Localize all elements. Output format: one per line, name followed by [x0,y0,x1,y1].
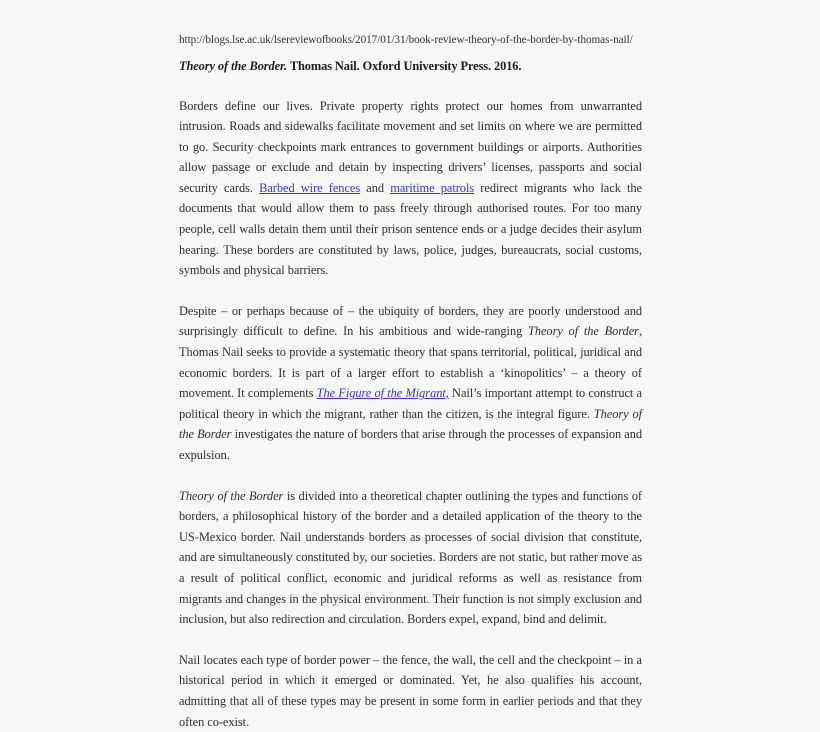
paragraph-3-italic-title-1: Theory of the Border [179,488,284,503]
link-maritime-patrols[interactable]: maritime patrols [390,180,475,195]
paragraph-3 [179,486,642,630]
link-barbed-wire-fences[interactable]: Barbed wire fences [259,180,361,195]
paragraph-2-text-part-3: Nail’s important attempt to construct a political theory in which the migrant, rather than the citizen, is the integral figure. [179,386,642,421]
book-publication-details: Thomas Nail. Oxford University Press. 2016. [287,58,522,73]
book-citation-line [179,58,642,74]
paragraph-2-italic-title-1: Theory of the Border [528,324,639,339]
paragraph-2 [179,301,642,466]
paragraph-1-text-part-2: and [360,180,391,195]
paragraph-1-text-part-3: redirect migrants who lack the documents that would allow them to pass freely through authorised routes. For too many people, cell walls detain them until their prison sentence ends or a judge decides their asylum hearing. These borders are constituted by laws, police, judges, bureaucrats, social customs, symbols and physical barriers. [179,180,643,278]
source-url: http://blogs.lse.ac.uk/lsereviewofbooks/2017/01/31/book-review-theory-of-the-border-by-thomas-nail/ [179,34,633,46]
paragraph-1 [179,96,642,281]
document-text-column [179,33,642,732]
paragraph-4-text: Nail locates each type of border power – the fence, the wall, the cell and the checkpoint – in a historical period in which it emerged or dominated. Yet, he also qualifies his account, admitting that all of these types may be present in some form in earlier periods and that they often co-exist. [179,652,642,729]
paragraph-2-text-part-4: investigates the nature of borders that arise through the processes of expansion and expulsion. [179,427,642,462]
paragraph-1-text-part-1: Borders define our lives. Private property rights protect our homes from unwarranted intrusion. Roads and sidewalks facilitate movement and set limits on where we are permitted to go. Security checkpoints mark entrances to government buildings or airports. Authorities allow passage or exclude and detain by inspecting drivers’ licenses, passports and social security cards. [179,98,642,195]
paragraph-3-text-part-1: is divided into a theoretical chapter outlining the types and functions of borders, a philosophical history of the border and a detailed application of the theory to the US-Mexico border. Nail understands borders as processes of social division that constitute, and are simultaneously constituted by, our societies. Borders are not static, but rather move as a result of political conflict, economic and juridical reforms as well as resistance from migrants and changes in the physical environment. Their function is not simply exclusion and inclusion, but also redirection and circulation. Borders expel, expand, bind and delimit. [179,488,642,627]
paragraph-2-text-part-1: Despite – or perhaps because of – the ubiquity of borders, they are poorly understood and surprisingly difficult to define. In his ambitious and wide-ranging [179,303,642,339]
paragraph-4 [179,650,642,732]
book-title: Theory of the Border. [179,58,288,73]
paragraph-2-italic-title-2: Theory of the Border [179,406,643,442]
link-the-figure-of-the-migrant[interactable]: The Figure of the Migrant, [316,386,449,401]
paragraph-2-text-part-2: , Thomas Nail seeks to provide a systematic theory that spans territorial, political, juridical and economic borders. It is part of a larger effort to establish a ‘kinopolitics’ – a theory of movement. It complements [179,324,642,401]
